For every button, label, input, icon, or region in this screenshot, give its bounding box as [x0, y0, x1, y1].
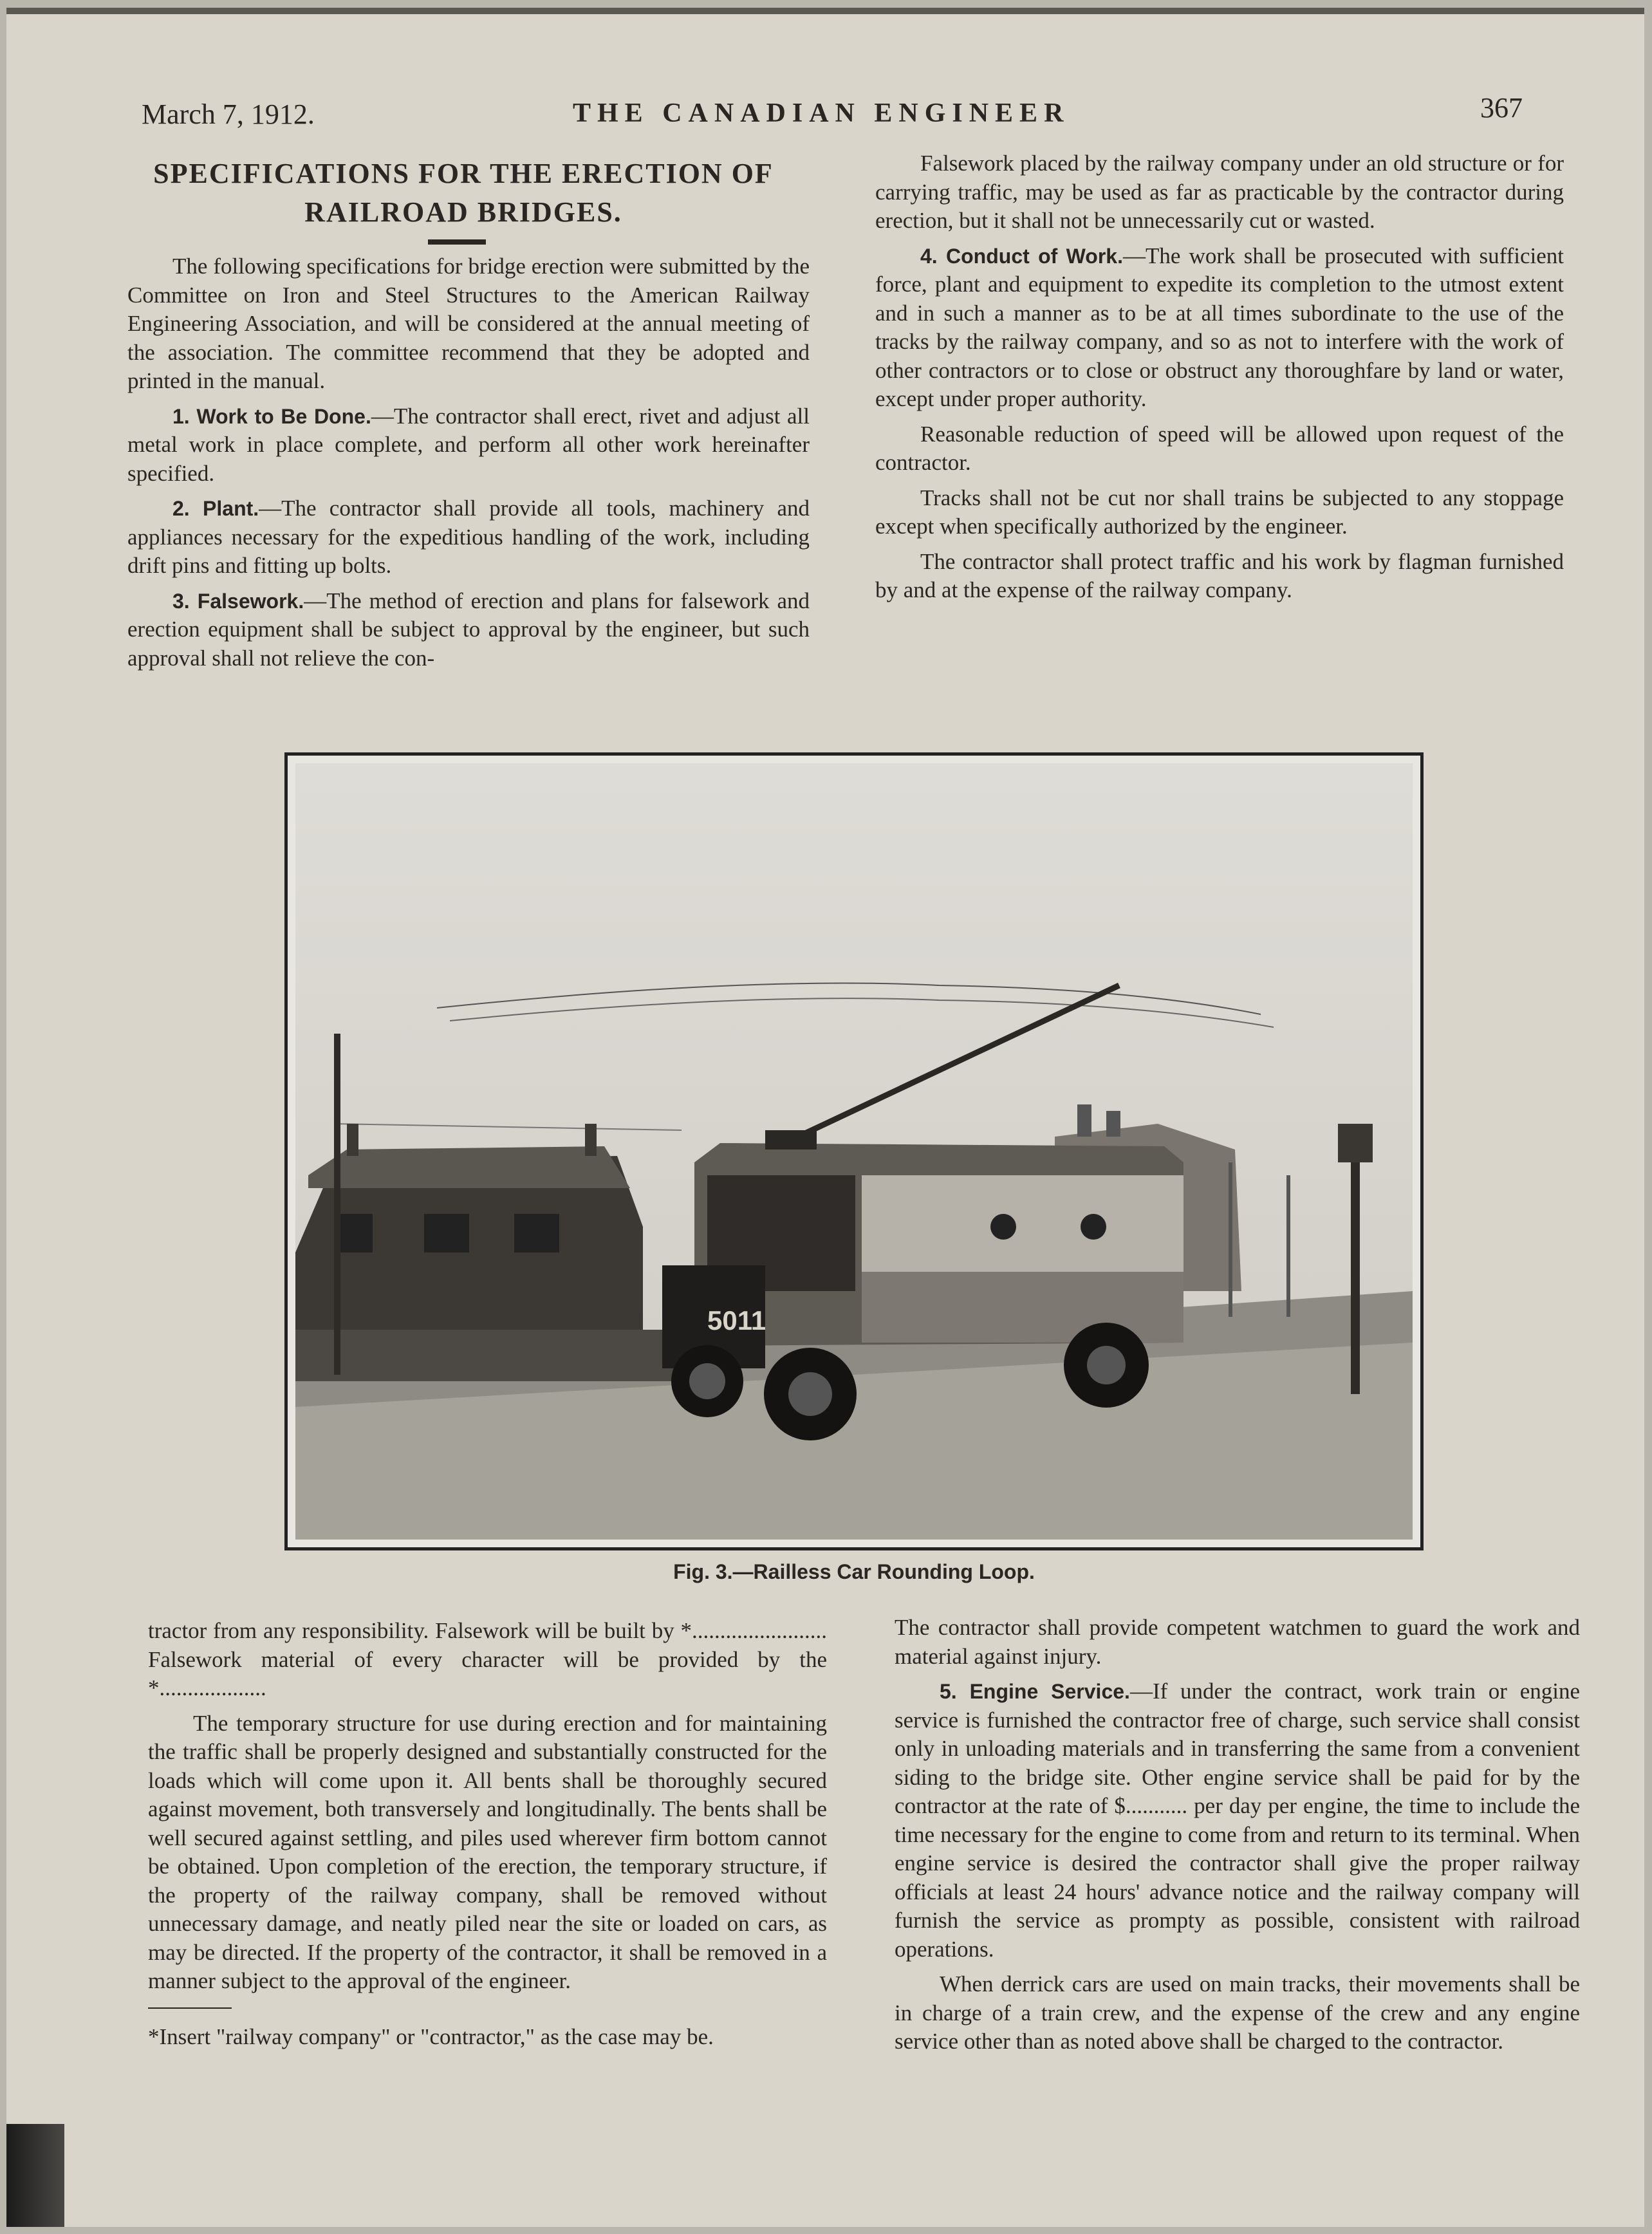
figure-caption: Fig. 3.—Railless Car Rounding Loop.: [673, 1560, 1035, 1583]
header-page-number: 367: [1480, 92, 1523, 124]
section-3-text: —The method of erection and plans for falsework and erection equipment shall be subject to approval by the engineer, but such approval shall not relieve the con-: [127, 588, 810, 671]
speed-paragraph: Reasonable reduction of speed will be allowed upon request of the contractor.: [875, 421, 1564, 475]
journal-page: [6, 8, 1644, 2227]
footnote: *Insert "railway company" or "contractor," as the case may be.: [148, 2024, 714, 2049]
section-1-heading: 1. Work to Be Done.: [172, 404, 371, 428]
section-1: [127, 402, 810, 489]
article-title: SPECIFICATIONS FOR THE ERECTION OF RAILROAD BRIDGES.: [153, 158, 774, 228]
section-2: [127, 494, 810, 581]
header-journal-title: THE CANADIAN ENGINEER: [573, 98, 1070, 128]
title-rule: [428, 239, 486, 245]
railless-car-photo: [295, 763, 1413, 1540]
section-5: [895, 1677, 1580, 1964]
section-4-heading: 4. Conduct of Work.: [920, 244, 1123, 268]
intro-paragraph: The following specifications for bridge erection were submitted by the Committee on Iron and Steel Structures to the American Railway Engineering Association, and will be considered at the annual meeting of the association. The committee recommend that they be adopted and printed in the manual.: [127, 254, 810, 393]
tracks-paragraph: Tracks shall not be cut nor shall trains be subjected to any stoppage except when specifically authorized by the engineer.: [875, 485, 1564, 539]
section-5-heading: 5. Engine Service.: [940, 1680, 1130, 1703]
falsework-paragraph: Falsework placed by the railway company under an old structure or for carrying traffic, may be used as far as practicable by the contractor during erection, but it shall not be unnecessarily cut or wasted.: [875, 151, 1564, 233]
left-column-bottom: [148, 1617, 827, 2051]
binding-shadow: [6, 2124, 64, 2227]
left-column-top: [127, 252, 810, 673]
section-4: [875, 242, 1564, 414]
right-column-top: [875, 149, 1564, 605]
section-3-heading: 3. Falsework.: [172, 589, 304, 613]
photo-figure: [284, 752, 1424, 1550]
derrick-paragraph: When derrick cars are used on main tracks, their movements shall be in charge of a train crew, and the expense of the crew and any engine service other than as noted above shall be charged to the contractor.: [895, 1971, 1580, 2054]
flagman-paragraph: The contractor shall protect traffic and his work by flagman furnished by and at the expense of the railway company.: [875, 548, 1564, 602]
right-column-bottom: [895, 1614, 1580, 2056]
header-date: March 7, 1912.: [142, 98, 315, 130]
section-5-text: —If under the contract, work train or engine service is furnished the contractor free of charge, such service shall consist only in unloading materials and in transferring the same from a convenient siding to the bridge site. Other engine service shall be paid for by the contractor at the rate of $........... per day per engine, the time to include the time necessary for the engine to come from and return to its terminal. When engine service is desired the contractor shall give the proper railway officials at least 24 hours' advance notice and the railway company will furnish the service as prompty as possible, consistent with railroad operations.: [895, 1679, 1580, 1962]
temporary-structure-paragraph: The temporary structure for use during erection and for maintaining the traffic shall be properly designed and substantially constructed for the loads which will come upon it. All bents shall be thoroughly secured against movement, both transversely and longitudinally. The bents shall be well secured against settling, and piles used wherever firm bottom cannot be obtained. Upon completion of the erection, the temporary structure, if the property of the railway company, shall be removed without unnecessary damage, and neatly piled near the site or loaded on cars, as may be directed. If the property of the contractor, it shall be removed in a manner subject to the approval of the engineer.: [148, 1710, 827, 1993]
section-2-heading: 2. Plant.: [172, 497, 259, 520]
footnote-rule: [148, 2007, 232, 2009]
section-4-text: —The work shall be prosecuted with sufficient force, plant and equipment to expedite its completion to the utmost extent and in such a manner as to be at all times subordinate to the use of the tracks by the railway company, and so as not to interfere with the work of other contractors or to close or obstruct any thoroughfare by land or water, except under proper authority.: [875, 243, 1564, 411]
section-2-text: —The contractor shall provide all tools, machinery and appliances necessary for the expeditious handling of the work, including drift pins and fitting up bolts.: [127, 496, 810, 578]
continuation-paragraph: tractor from any responsibility. Falsework will be built by *........................ Falsework material of every character will be provided by the *...................: [148, 1618, 827, 1700]
watchmen-paragraph: The contractor shall provide competent watchmen to guard the work and material against injury.: [895, 1615, 1580, 1669]
page-top-edge: [6, 8, 1644, 14]
section-1-text: —The contractor shall erect, rivet and adjust all metal work in place complete, and perform all other work hereinafter specified.: [127, 403, 810, 486]
section-3: [127, 587, 810, 673]
vehicle-number: 5011: [707, 1305, 766, 1336]
